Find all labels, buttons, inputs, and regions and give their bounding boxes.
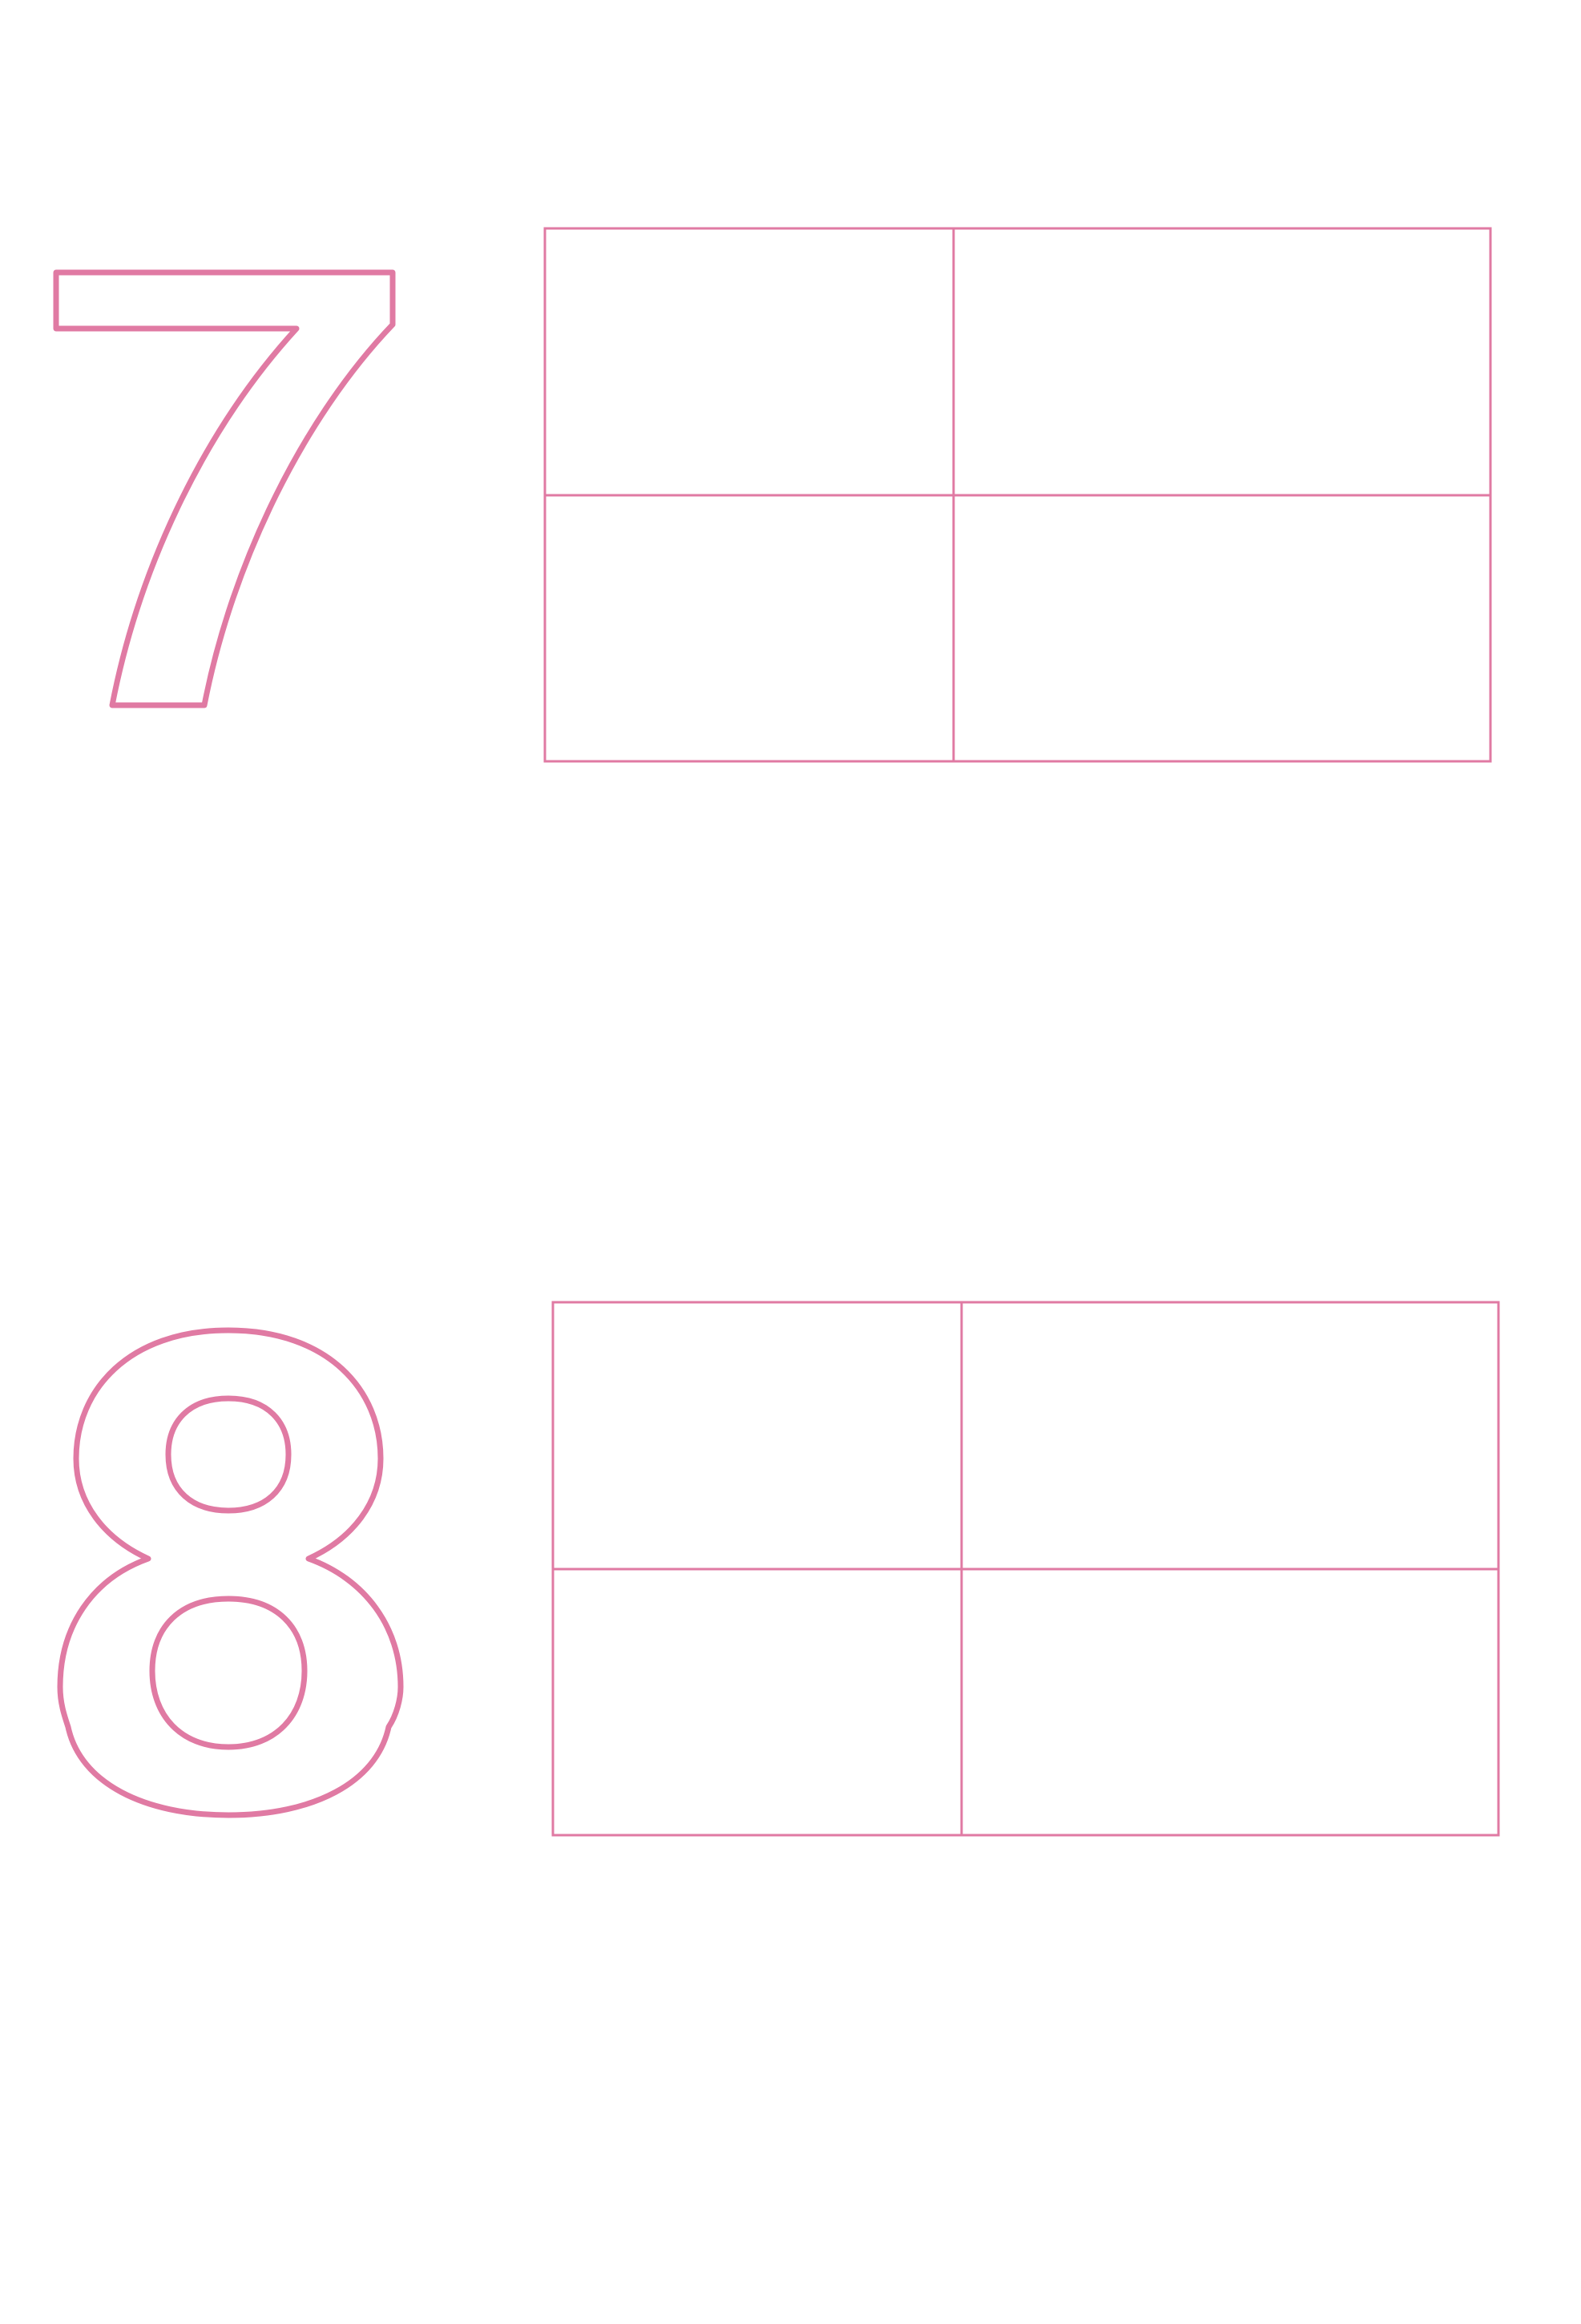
task-box-8: [553, 1302, 1498, 1835]
task-box-7: [545, 228, 1490, 761]
digit-8-outline[interactable]: [60, 1330, 401, 1815]
digit-7-outline[interactable]: [56, 272, 393, 705]
